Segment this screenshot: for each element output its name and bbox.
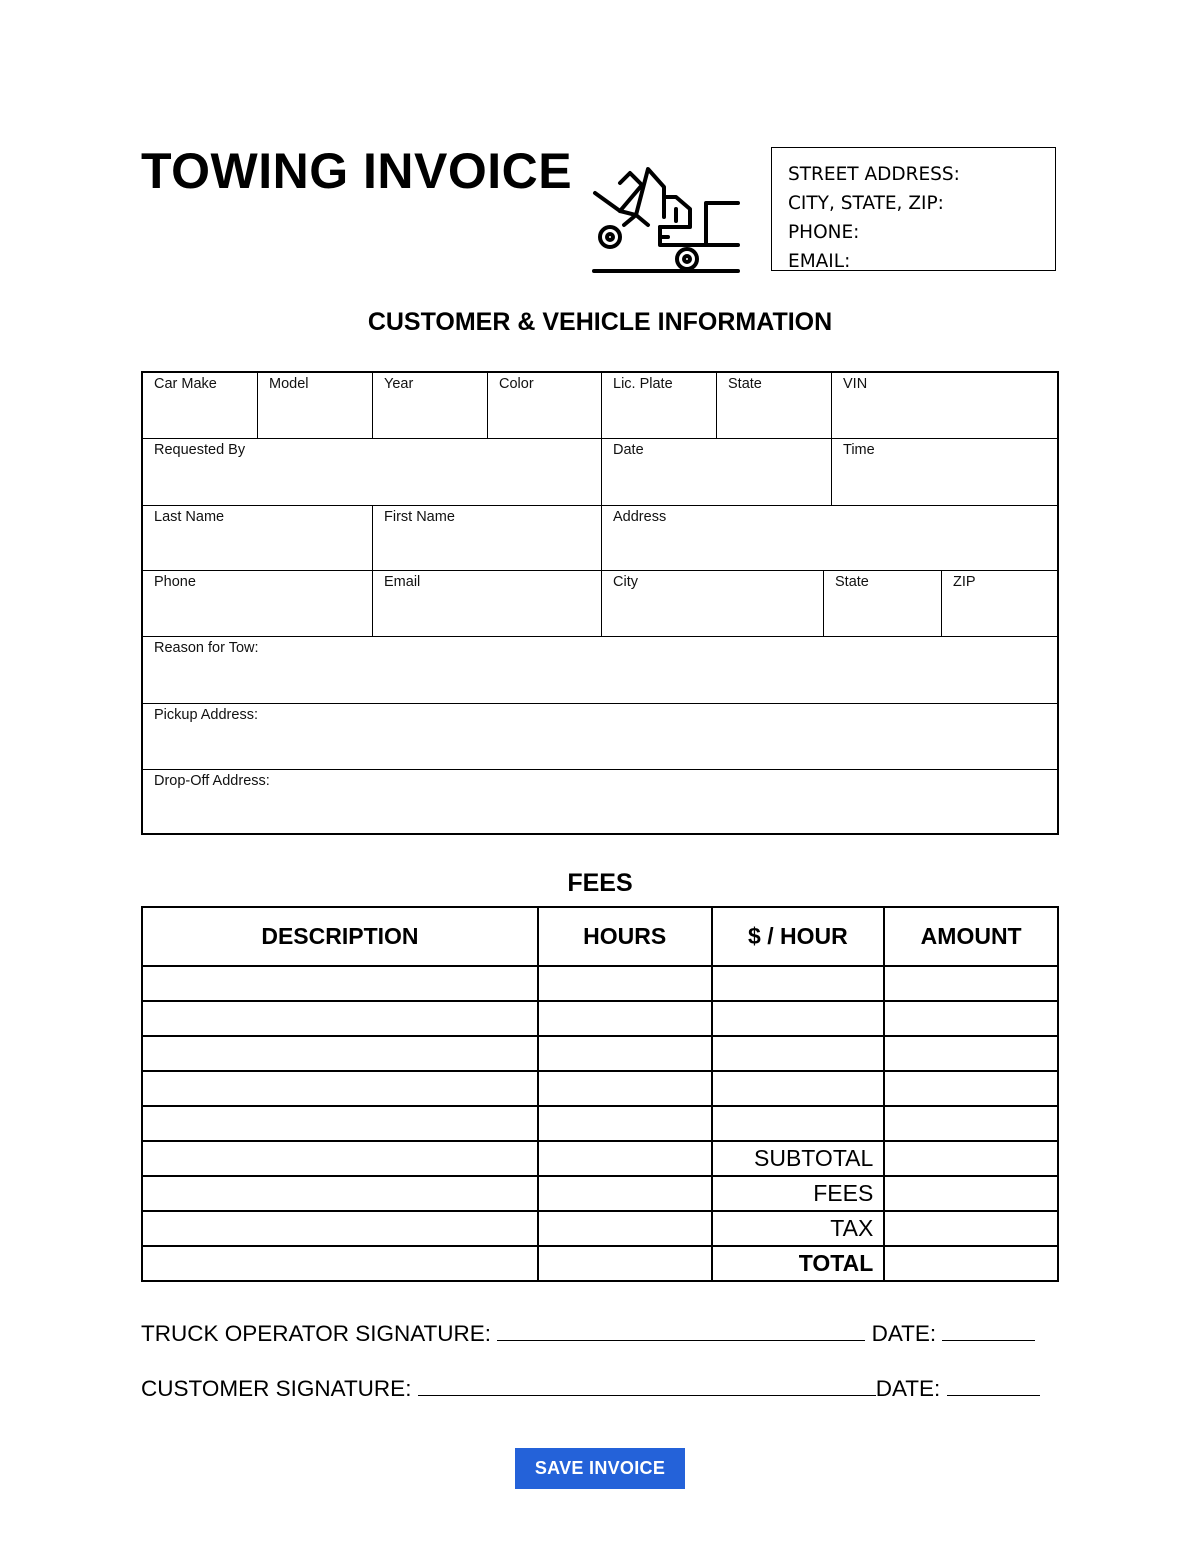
- description-cell[interactable]: [142, 1071, 538, 1106]
- phone-field[interactable]: Phone: [143, 571, 373, 637]
- table-row: [142, 1106, 1058, 1141]
- hours-cell[interactable]: [538, 1141, 712, 1176]
- table-row: [142, 1001, 1058, 1036]
- hours-cell[interactable]: [538, 1176, 712, 1211]
- customer-signature-field[interactable]: [418, 1375, 876, 1396]
- email-label: EMAIL:: [788, 251, 851, 272]
- hours-cell[interactable]: [538, 966, 712, 1001]
- operator-signature-label: TRUCK OPERATOR SIGNATURE:: [141, 1321, 492, 1346]
- fees-header-row: [142, 907, 1058, 966]
- hours-cell[interactable]: [538, 1211, 712, 1246]
- description-cell[interactable]: [142, 1176, 538, 1211]
- fees-table: [141, 906, 1059, 1282]
- rate-header: $ / HOUR: [712, 907, 885, 966]
- state-field[interactable]: State: [824, 571, 942, 637]
- subtotal-row: [142, 1141, 1058, 1176]
- vehicle-info-grid: [141, 371, 1059, 835]
- description-cell[interactable]: [142, 1211, 538, 1246]
- time-field[interactable]: Time: [832, 439, 1057, 506]
- tax-amount-cell[interactable]: [884, 1211, 1058, 1246]
- pickup-address-field[interactable]: Pickup Address:: [143, 704, 1057, 770]
- rate-cell[interactable]: [712, 966, 885, 1001]
- rate-cell[interactable]: [712, 1036, 885, 1071]
- plate-state-field[interactable]: State: [717, 373, 832, 439]
- description-cell[interactable]: [142, 966, 538, 1001]
- fees-row: [142, 1176, 1058, 1211]
- table-row: [142, 1071, 1058, 1106]
- subtotal-label: SUBTOTAL: [712, 1141, 885, 1176]
- rate-cell[interactable]: [712, 1071, 885, 1106]
- total-amount-cell[interactable]: [884, 1246, 1058, 1281]
- description-cell[interactable]: [142, 1246, 538, 1281]
- email-field[interactable]: Email: [373, 571, 602, 637]
- date-field[interactable]: Date: [602, 439, 832, 506]
- description-cell[interactable]: [142, 1141, 538, 1176]
- table-row: [142, 966, 1058, 1001]
- company-info-box: [771, 147, 1056, 271]
- hours-header: HOURS: [538, 907, 712, 966]
- hours-cell[interactable]: [538, 1106, 712, 1141]
- hours-cell[interactable]: [538, 1001, 712, 1036]
- rate-cell[interactable]: [712, 1001, 885, 1036]
- fees-label: FEES: [712, 1176, 885, 1211]
- vin-field[interactable]: VIN: [832, 373, 1057, 439]
- amount-cell[interactable]: [884, 1071, 1058, 1106]
- amount-cell[interactable]: [884, 1001, 1058, 1036]
- operator-date-field[interactable]: [942, 1320, 1035, 1341]
- operator-signature-field[interactable]: [497, 1320, 865, 1341]
- customer-signature-label: CUSTOMER SIGNATURE:: [141, 1376, 412, 1401]
- total-row: [142, 1246, 1058, 1281]
- amount-header: AMOUNT: [884, 907, 1058, 966]
- tow-truck-icon: [590, 165, 742, 277]
- amount-cell[interactable]: [884, 1106, 1058, 1141]
- first-name-field[interactable]: First Name: [373, 506, 602, 571]
- hours-cell[interactable]: [538, 1071, 712, 1106]
- reason-for-tow-field[interactable]: Reason for Tow:: [143, 637, 1057, 704]
- zip-field[interactable]: ZIP: [942, 571, 1057, 637]
- year-field[interactable]: Year: [373, 373, 488, 439]
- description-cell[interactable]: [142, 1106, 538, 1141]
- street-address-label: STREET ADDRESS:: [788, 164, 960, 185]
- hours-cell[interactable]: [538, 1036, 712, 1071]
- save-invoice-button[interactable]: SAVE INVOICE: [515, 1448, 685, 1489]
- fees-amount-cell[interactable]: [884, 1176, 1058, 1211]
- address-field[interactable]: Address: [602, 506, 1057, 571]
- vehicle-section-title: CUSTOMER & VEHICLE INFORMATION: [367, 308, 833, 336]
- invoice-title: TOWING INVOICE: [141, 143, 573, 199]
- table-row: [142, 1036, 1058, 1071]
- car-make-field[interactable]: Car Make: [143, 373, 258, 439]
- operator-date-label: DATE:: [871, 1321, 937, 1346]
- model-field[interactable]: Model: [258, 373, 373, 439]
- total-label: TOTAL: [712, 1246, 885, 1281]
- rate-cell[interactable]: [712, 1106, 885, 1141]
- amount-cell[interactable]: [884, 1036, 1058, 1071]
- operator-signature-line: [141, 1320, 1035, 1347]
- subtotal-amount-cell[interactable]: [884, 1141, 1058, 1176]
- customer-date-field[interactable]: [947, 1375, 1040, 1396]
- color-field[interactable]: Color: [488, 373, 602, 439]
- last-name-field[interactable]: Last Name: [143, 506, 373, 571]
- city-state-zip-label: CITY, STATE, ZIP:: [788, 193, 944, 214]
- city-field[interactable]: City: [602, 571, 824, 637]
- description-header: DESCRIPTION: [142, 907, 538, 966]
- description-cell[interactable]: [142, 1001, 538, 1036]
- customer-date-label: DATE:: [875, 1376, 941, 1401]
- description-cell[interactable]: [142, 1036, 538, 1071]
- tax-row: [142, 1211, 1058, 1246]
- fees-section-title: FEES: [567, 869, 633, 897]
- requested-by-field[interactable]: Requested By: [143, 439, 602, 506]
- phone-label: PHONE:: [788, 222, 860, 243]
- customer-signature-line: [141, 1375, 1040, 1402]
- hours-cell[interactable]: [538, 1246, 712, 1281]
- tax-label: TAX: [712, 1211, 885, 1246]
- amount-cell[interactable]: [884, 966, 1058, 1001]
- dropoff-address-field[interactable]: Drop-Off Address:: [154, 773, 270, 789]
- lic-plate-field[interactable]: Lic. Plate: [602, 373, 717, 439]
